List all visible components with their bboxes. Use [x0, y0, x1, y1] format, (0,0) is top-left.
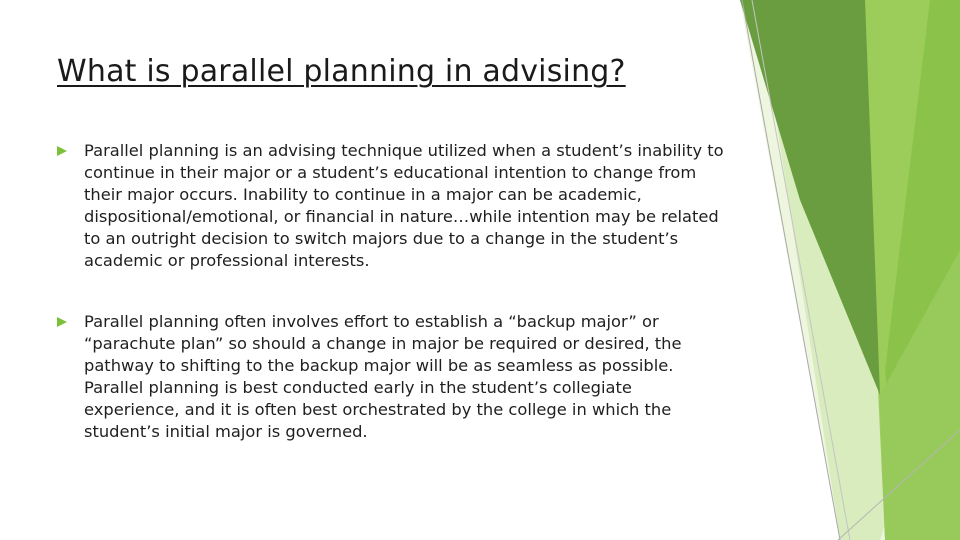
bullet-text: Parallel planning often involves effort to establish a “backup major” or “parachute plan” so should a change in major be required or desired, the pathway to shifting to the backup major will be as seamless as possible. Parallel planning is best conducted early in the student’s collegiate experience, and it is often best orchestrated by the college in which the student’s initial major is governed.: [84, 311, 682, 442]
slide-title: What is parallel planning in advising?: [57, 54, 626, 89]
bullet-item: [57, 140, 732, 273]
triangle-bullet-icon: [57, 317, 67, 327]
triangle-bullet-icon: [57, 146, 67, 156]
bullet-list: [57, 140, 732, 481]
bullet-item: [57, 311, 732, 444]
bullet-text: Parallel planning is an advising technique utilized when a student’s inability to continue in their major or a student’s educational intention to change from their major occurs. Inability to continue in a major can be academic, dispositional/emotional, or financial in nature…while intention may be related to an outright decision to switch majors due to a change in the student’s academic or professional interests.: [84, 141, 724, 271]
